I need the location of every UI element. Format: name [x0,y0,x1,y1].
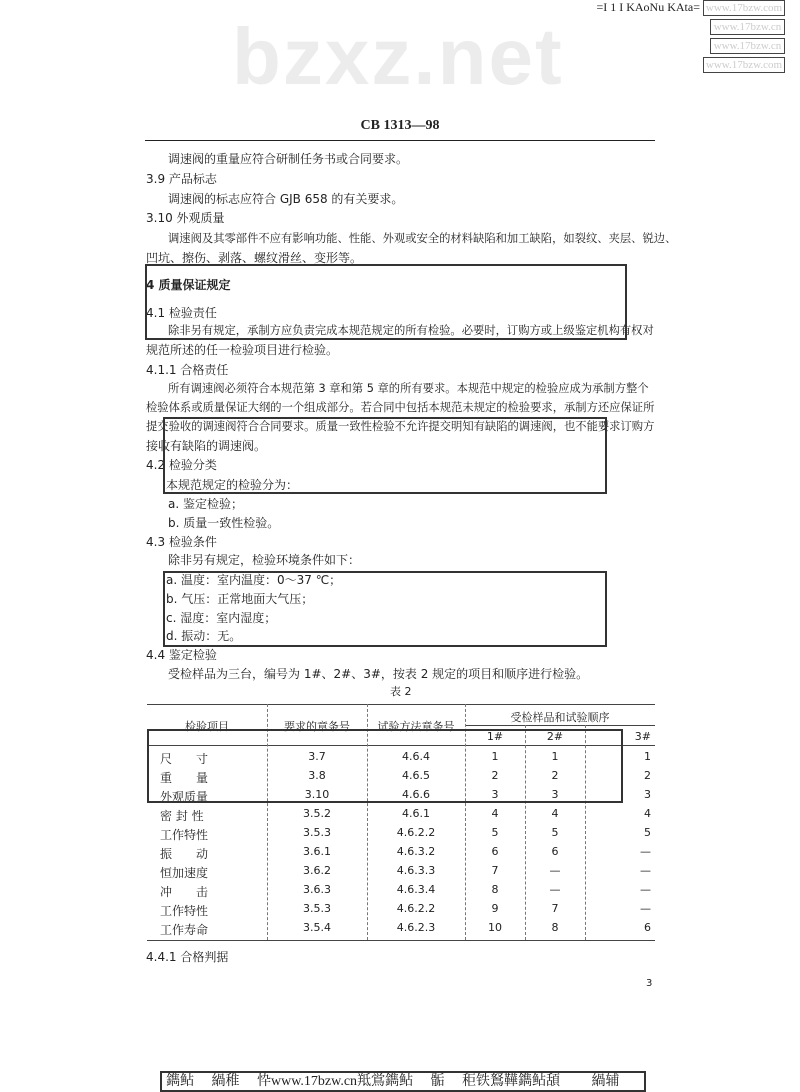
list-item: b. 气压：正常地面大气压； [166,592,314,606]
cell-test-method-clause: 4.6.2.2 [396,902,436,915]
cell-sample-2: 5 [551,826,559,839]
section-heading: 4.4 鉴定检验 [146,648,217,662]
cell-item: 振 动 [160,847,209,861]
paragraph: 调速阀及其零部件不应有影响功能、性能、外观或安全的材料缺陷和加工缺陷，如裂纹、夹层、锐边、 [168,232,677,245]
watermark-stamp: www.17bzw.com [703,57,785,73]
cell-sample-1: 6 [491,845,499,858]
cell-sample-3: 2 [644,769,651,782]
column-header: 受检样品和试验顺序 [510,711,610,724]
list-item: b. 质量一致性检验。 [168,516,280,530]
cell-sample-2: 4 [551,807,559,820]
cell-test-method-clause: 4.6.2.3 [396,921,436,934]
cell-sample-2: 2 [551,769,559,782]
cell-sample-1: 1 [491,750,499,763]
cell-item: 冲 击 [160,885,209,899]
cell-requirement-clause: 3.6.2 [303,864,331,877]
cell-sample-3: — [640,845,651,858]
cell-test-method-clause: 4.6.1 [402,807,430,820]
cell-sample-1: 10 [488,921,502,934]
paragraph: 受检样品为三台，编号为 1#、2#、3#，按表 2 规定的项目和顺序进行检验。 [168,667,589,681]
cell-sample-1: 9 [491,902,499,915]
paragraph: 凹坑、擦伤、剥落、螺纹滑丝、变形等。 [146,251,363,265]
cell-requirement-clause: 3.5.2 [303,807,331,820]
cell-item: 工作特性 [160,904,209,918]
cell-test-method-clause: 4.6.6 [402,788,430,801]
column-header: 要求的章条号 [284,720,350,733]
cell-test-method-clause: 4.6.3.2 [396,845,436,858]
cell-item: 恒加速度 [160,866,209,880]
section-heading: 4.2 检验分类 [146,458,217,472]
cell-requirement-clause: 3.5.3 [303,902,331,915]
cell-sample-1: 7 [491,864,499,877]
paragraph: 规范所述的任一检验项目进行检验。 [146,343,339,357]
sample-header: 3# [634,730,651,743]
section-heading: 4.4.1 合格判据 [146,950,229,964]
cell-sample-3: — [640,883,651,896]
header-rule [145,140,655,141]
cell-item: 工作寿命 [160,923,209,937]
cell-sample-3: 3 [644,788,651,801]
cell-sample-3: 1 [644,750,651,763]
cell-test-method-clause: 4.6.4 [402,750,430,763]
list-item: a. 鉴定检验； [168,497,243,511]
paragraph: 除非另有规定，承制方应负责完成本规范规定的所有检验。必要时，订购方或上级鉴定机构有权对 [168,324,654,337]
cell-item: 外观质量 [160,790,209,804]
cell-requirement-clause: 3.7 [308,750,326,763]
section-heading: 3.9 产品标志 [146,172,217,186]
footer-banner: 鐫鲇 緺稚 忰www.17bzw.cn羝鴬鐫鲇 骺 秬铁鴑鞾鐫鲇頢 緺辅 [160,1071,646,1092]
sample-header: 2# [546,730,564,743]
section-heading: 4.1 检验责任 [146,306,217,320]
highlight-box [145,264,627,340]
cell-test-method-clause: 4.6.2.2 [396,826,436,839]
cell-requirement-clause: 3.5.4 [303,921,331,934]
list-item: d. 振动：无。 [166,629,242,643]
paragraph: 本规范规定的检验分为： [166,478,299,492]
paragraph: 除非另有规定，检验环境条件如下： [168,553,361,567]
cell-sample-1: 5 [491,826,499,839]
cell-requirement-clause: 3.8 [308,769,326,782]
cell-sample-1: 2 [491,769,499,782]
section-heading: 4.1.1 合格责任 [146,363,229,377]
cell-item: 重 量 [160,771,209,785]
cell-sample-3: — [640,902,651,915]
cell-sample-2: 6 [551,845,559,858]
cell-item: 工作特性 [160,828,209,842]
top-watermark-text: =I 1 I KAoNu KAta= [596,0,700,14]
page-number: 3 [646,978,653,989]
highlight-box [147,729,623,803]
cell-sample-1: 4 [491,807,499,820]
paragraph: 调速阀的重量应符合研制任务书或合同要求。 [168,152,409,166]
table-caption: 表 2 [390,685,412,698]
cell-sample-2: 8 [551,921,559,934]
list-item: c. 湿度：室内湿度； [166,611,277,625]
cell-sample-1: 3 [491,788,499,801]
cell-test-method-clause: 4.6.3.4 [396,883,436,896]
cell-sample-3: 4 [644,807,651,820]
cell-sample-1: 8 [491,883,499,896]
highlight-box [163,571,607,647]
watermark-stamp: www.17bzw.cn [710,19,785,35]
cell-sample-2: — [549,864,561,877]
paragraph: 所有调速阀必须符合本规范第 3 章和第 5 章的所有要求。本规范中规定的检验应成为承制方整个 [168,382,649,395]
sample-header: 1# [486,730,504,743]
cell-test-method-clause: 4.6.5 [402,769,430,782]
cell-sample-2: 3 [551,788,559,801]
cell-sample-3: 5 [644,826,651,839]
watermark-stamp: www.17bzw.com [703,0,785,16]
site-watermark: bzxz.net [232,12,564,101]
watermark-stamp: www.17bzw.cn [710,38,785,54]
cell-requirement-clause: 3.10 [304,788,330,801]
cell-sample-2: 1 [551,750,559,763]
cell-sample-2: 7 [551,902,559,915]
document-header: CB 1313—98 [360,118,440,133]
column-header: 检验项目 [185,720,229,733]
column-header: 试验方法章条号 [377,720,455,733]
paragraph: 接收有缺陷的调速阀。 [146,439,267,453]
cell-requirement-clause: 3.6.1 [303,845,331,858]
section-heading: 4 质量保证规定 [146,278,231,292]
cell-sample-2: — [549,883,561,896]
highlight-box [163,417,607,494]
paragraph: 调速阀的标志应符合 GJB 658 的有关要求。 [168,192,404,206]
section-heading: 4.3 检验条件 [146,535,217,549]
paragraph: 提交验收的调速阀符合合同要求。质量一致性检验不允许提交明知有缺陷的调速阀，也不能要求订购方 [146,420,655,433]
cell-item: 尺 寸 [160,752,209,766]
cell-sample-3: 6 [644,921,651,934]
cell-test-method-clause: 4.6.3.3 [396,864,436,877]
cell-requirement-clause: 3.5.3 [303,826,331,839]
paragraph: 检验体系或质量保证大纲的一个组成部分。若合同中包括本规范未规定的检验要求，承制方还应保证所 [146,401,655,414]
list-item: a. 温度：室内温度：0～37 ℃； [166,573,342,587]
cell-requirement-clause: 3.6.3 [303,883,331,896]
cell-sample-3: — [640,864,651,877]
section-heading: 3.10 外观质量 [146,211,225,225]
cell-item: 密 封 性 [160,809,204,823]
